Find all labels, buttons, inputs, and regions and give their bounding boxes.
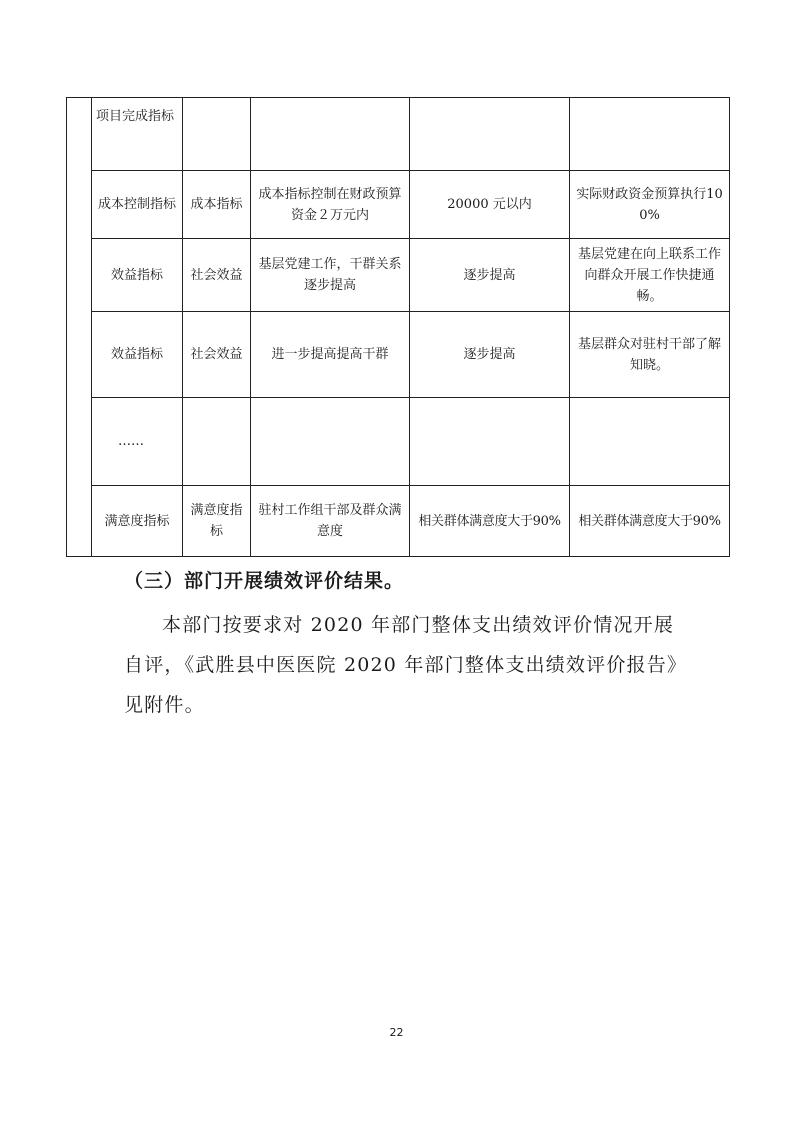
tertiary-indicator-cell: 成本指标 xyxy=(183,171,251,239)
page-number: 22 xyxy=(389,1026,404,1039)
secondary-indicator-cell: …… xyxy=(92,398,183,486)
tertiary-indicator-cell: 社会效益 xyxy=(183,239,251,312)
secondary-indicator-cell: 成本控制指标 xyxy=(92,171,183,239)
target-value-cell xyxy=(410,98,570,171)
section-heading: （三）部门开展绩效评价结果。 xyxy=(124,570,405,592)
table-row xyxy=(67,486,730,557)
tertiary-indicator-cell: 社会效益 xyxy=(183,312,251,398)
table-row xyxy=(67,98,730,171)
actual-value-cell: 相关群体满意度大于90% xyxy=(570,486,730,557)
indicator-content-cell: 进一步提高提高干群 xyxy=(251,312,410,398)
target-value-cell: 逐步提高 xyxy=(410,312,570,398)
actual-value-cell: 基层党建在向上联系工作向群众开展工作快捷通畅。 xyxy=(570,239,730,312)
indicator-content-cell: 成本指标控制在财政预算资金２万元内 xyxy=(251,171,410,239)
tertiary-indicator-cell xyxy=(183,98,251,171)
target-value-cell: 相关群体满意度大于90% xyxy=(410,486,570,557)
secondary-indicator-cell: 效益指标 xyxy=(92,239,183,312)
target-value-cell xyxy=(410,398,570,486)
secondary-indicator-cell: 效益指标 xyxy=(92,312,183,398)
table-row xyxy=(67,312,730,398)
secondary-indicator-cell: 项目完成指标 xyxy=(92,98,183,171)
primary-indicator-cell xyxy=(67,98,92,557)
indicator-content-cell: 基层党建工作，干群关系逐步提高 xyxy=(251,239,410,312)
indicator-content-cell xyxy=(251,98,410,171)
table-row xyxy=(67,171,730,239)
table-row xyxy=(67,398,730,486)
performance-indicator-table xyxy=(66,97,730,557)
tertiary-indicator-cell xyxy=(183,398,251,486)
actual-value-cell xyxy=(570,98,730,171)
actual-value-cell xyxy=(570,398,730,486)
indicator-content-cell xyxy=(251,398,410,486)
target-value-cell: 20000 元以内 xyxy=(410,171,570,239)
target-value-cell: 逐步提高 xyxy=(410,239,570,312)
actual-value-cell: 实际财政资金预算执行100% xyxy=(570,171,730,239)
body-paragraph: 本部门按要求对 2020 年部门整体支出绩效评价情况开展自评，《武胜县中医医院 2020 年部门整体支出绩效评价报告》见附件。 xyxy=(124,614,678,716)
tertiary-indicator-cell: 满意度指标 xyxy=(183,486,251,557)
table-row xyxy=(67,239,730,312)
indicator-content-cell: 驻村工作组干部及群众满意度 xyxy=(251,486,410,557)
actual-value-cell: 基层群众对驻村干部了解知晓。 xyxy=(570,312,730,398)
secondary-indicator-cell: 满意度指标 xyxy=(92,486,183,557)
